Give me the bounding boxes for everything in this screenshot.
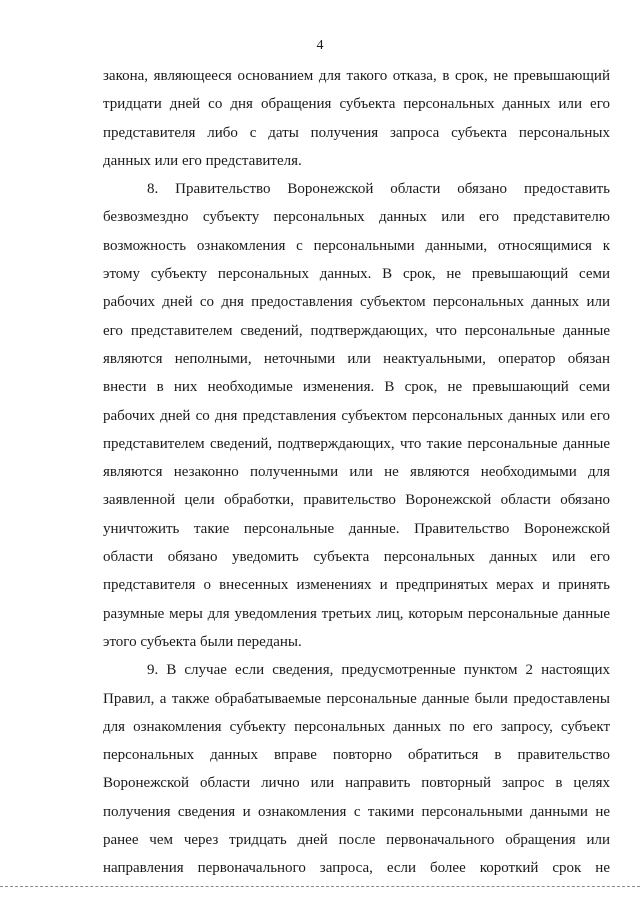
body-text [103,62,610,883]
text-line: являются неполными, неточными или неактуальными, оператор обязан [103,350,610,367]
text-line: заявленной цели обработки, правительство Воронежской области обязано [103,492,610,509]
text-line: этого субъекта были переданы. [103,633,302,650]
text-line: разумные меры для уведомления третьих лиц, которым персональные данные [103,605,610,622]
text-line: Правил, а также обрабатываемые персональные данные были предоставлены [103,690,610,707]
page-number: 4 [316,38,324,53]
text-line: данных или его представителя. [103,152,302,169]
text-line: представителем сведений, подтверждающих, что такие персональные данные [103,435,610,452]
text-line: Воронежской области лично или направить повторный запрос в целях [103,775,610,792]
text-line: рабочих дней со дня предоставления субъектом персональных данных или [103,294,610,311]
text-line: возможность ознакомления с персональными данными, относящимися к [103,237,610,254]
text-line: области обязано уведомить субъекта персональных данных или его [103,549,610,566]
text-line: направления первоначального запроса, если более короткий срок не [103,860,610,877]
text-line: персональных данных вправе повторно обратиться в правительство [103,747,610,764]
paragraph-9-start: 9. В случае если сведения, предусмотренные пунктом 2 настоящих [147,662,610,679]
text-line: его представителем сведений, подтверждающих, что персональные данные [103,322,610,339]
scan-edge-divider [0,886,640,887]
text-line: для ознакомления субъекту персональных данных по его запросу, субъект [103,718,610,735]
text-line: тридцати дней со дня обращения субъекта персональных данных или его [103,96,610,113]
text-line: уничтожить такие персональные данные. Правительство Воронежской [103,520,610,537]
text-line: представителя о внесенных изменениях и предпринятых мерах и принять [103,577,610,594]
text-line: безвозмездно субъекту персональных данных или его представителю [103,209,610,226]
text-line: этому субъекту персональных данных. В срок, не превышающий семи [103,266,610,283]
text-line: являются незаконно полученными или не являются необходимыми для [103,464,610,481]
text-line: ранее чем через тридцать дней после первоначального обращения или [103,832,610,849]
text-line: рабочих дней со дня представления субъектом персональных данных или его [103,407,610,424]
paragraph-8-start: 8. Правительство Воронежской области обязано предоставить [147,181,610,198]
text-line: закона, являющееся основанием для такого отказа, в срок, не превышающий [103,68,610,84]
text-line: внести в них необходимые изменения. В срок, не превышающий семи [103,379,610,396]
text-line: представителя либо с даты получения запроса субъекта персональных [103,124,610,141]
text-line: получения сведения и ознакомления с такими персональными данными не [103,803,610,820]
